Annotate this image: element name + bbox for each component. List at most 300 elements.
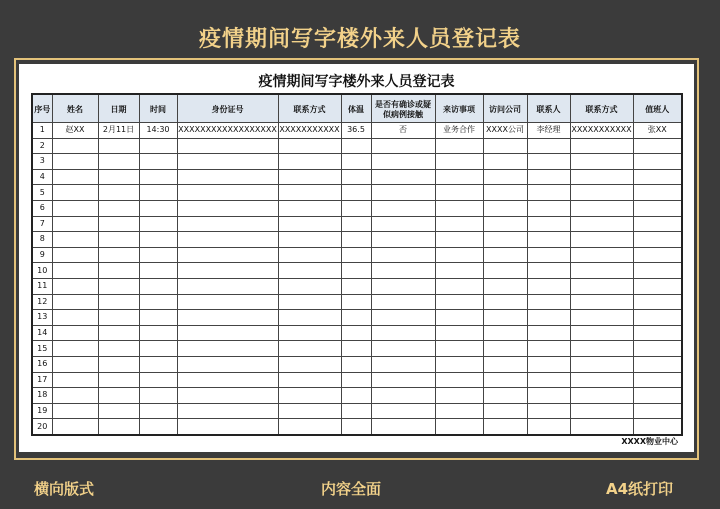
table-cell bbox=[139, 169, 177, 185]
table-cell bbox=[435, 310, 483, 326]
table-cell bbox=[633, 154, 682, 170]
table-cell bbox=[570, 154, 633, 170]
table-cell bbox=[570, 263, 633, 279]
table-cell bbox=[52, 278, 98, 294]
row-number-cell: 14 bbox=[32, 325, 52, 341]
table-cell bbox=[371, 372, 435, 388]
table-cell bbox=[98, 216, 139, 232]
table-cell bbox=[341, 138, 371, 154]
table-cell bbox=[435, 263, 483, 279]
table-cell bbox=[139, 200, 177, 216]
table-cell bbox=[483, 200, 527, 216]
table-cell bbox=[570, 356, 633, 372]
table-cell bbox=[278, 278, 341, 294]
table-cell bbox=[98, 138, 139, 154]
row-number-cell: 8 bbox=[32, 232, 52, 248]
table-cell bbox=[341, 325, 371, 341]
caption-left: 横向版式 bbox=[34, 480, 95, 498]
table-row bbox=[32, 123, 682, 139]
column-header: 序号 bbox=[32, 94, 52, 123]
row-number-cell: 3 bbox=[32, 154, 52, 170]
table-cell bbox=[139, 232, 177, 248]
table-cell bbox=[633, 372, 682, 388]
column-header: 身份证号 bbox=[177, 94, 278, 123]
table-cell bbox=[52, 356, 98, 372]
table-cell bbox=[633, 356, 682, 372]
table-cell: XXXXXXXXXXXXXXXXXX bbox=[177, 123, 278, 139]
table-cell bbox=[633, 200, 682, 216]
table-cell bbox=[633, 247, 682, 263]
table-cell bbox=[98, 154, 139, 170]
row-number-cell: 6 bbox=[32, 200, 52, 216]
table-cell bbox=[527, 341, 570, 357]
table-cell bbox=[177, 247, 278, 263]
table-cell bbox=[52, 138, 98, 154]
table-cell bbox=[633, 138, 682, 154]
table-cell bbox=[52, 263, 98, 279]
table-cell bbox=[527, 372, 570, 388]
row-number-cell: 19 bbox=[32, 403, 52, 419]
table-row bbox=[32, 403, 682, 419]
row-number-cell: 7 bbox=[32, 216, 52, 232]
table-cell bbox=[177, 200, 278, 216]
table-cell bbox=[371, 232, 435, 248]
table-cell: 2月11日 bbox=[98, 123, 139, 139]
table-cell bbox=[527, 403, 570, 419]
table-cell bbox=[435, 216, 483, 232]
column-header: 联系方式 bbox=[278, 94, 341, 123]
table-cell bbox=[435, 247, 483, 263]
table-cell bbox=[139, 341, 177, 357]
table-cell bbox=[341, 341, 371, 357]
table-cell: 张XX bbox=[633, 123, 682, 139]
table-cell bbox=[435, 232, 483, 248]
table-cell bbox=[483, 356, 527, 372]
table-cell bbox=[633, 216, 682, 232]
table-cell: XXXXXXXXXXX bbox=[570, 123, 633, 139]
table-cell bbox=[278, 294, 341, 310]
table-row bbox=[32, 154, 682, 170]
table-cell bbox=[435, 154, 483, 170]
table-row bbox=[32, 294, 682, 310]
table-cell bbox=[371, 247, 435, 263]
table-cell bbox=[570, 138, 633, 154]
table-cell bbox=[52, 403, 98, 419]
table-cell bbox=[527, 388, 570, 404]
table-cell bbox=[570, 247, 633, 263]
table-cell bbox=[633, 310, 682, 326]
row-number-cell: 2 bbox=[32, 138, 52, 154]
table-cell bbox=[633, 169, 682, 185]
column-header: 体温 bbox=[341, 94, 371, 123]
table-cell bbox=[98, 294, 139, 310]
table-cell bbox=[278, 247, 341, 263]
table-cell bbox=[371, 278, 435, 294]
table-cell bbox=[98, 341, 139, 357]
table-cell bbox=[633, 185, 682, 201]
table-cell bbox=[371, 310, 435, 326]
table-cell bbox=[483, 232, 527, 248]
table-cell bbox=[483, 247, 527, 263]
table-cell bbox=[483, 216, 527, 232]
table-cell bbox=[98, 200, 139, 216]
row-number-cell: 20 bbox=[32, 419, 52, 435]
table-cell bbox=[435, 388, 483, 404]
table-cell bbox=[527, 200, 570, 216]
table-cell bbox=[483, 372, 527, 388]
banner-title: 疫情期间写字楼外来人员登记表 bbox=[198, 27, 521, 52]
table-row bbox=[32, 356, 682, 372]
column-header: 是否有确诊或疑似病例接触 bbox=[371, 94, 435, 123]
table-cell bbox=[527, 154, 570, 170]
table-cell bbox=[278, 403, 341, 419]
table-cell bbox=[98, 403, 139, 419]
table-cell bbox=[98, 388, 139, 404]
table-cell bbox=[278, 310, 341, 326]
table-cell bbox=[98, 310, 139, 326]
table-cell bbox=[570, 310, 633, 326]
table-cell bbox=[371, 169, 435, 185]
table-cell bbox=[278, 232, 341, 248]
column-header: 日期 bbox=[98, 94, 139, 123]
table-cell bbox=[527, 216, 570, 232]
table-cell bbox=[435, 341, 483, 357]
table-row bbox=[32, 325, 682, 341]
table-cell: 赵XX bbox=[52, 123, 98, 139]
table-cell bbox=[98, 372, 139, 388]
table-cell bbox=[177, 419, 278, 435]
table-cell: 36.5 bbox=[341, 123, 371, 139]
table-cell bbox=[435, 325, 483, 341]
table-cell bbox=[278, 419, 341, 435]
row-number-cell: 4 bbox=[32, 169, 52, 185]
table-cell bbox=[527, 310, 570, 326]
table-cell bbox=[570, 388, 633, 404]
table-cell bbox=[278, 154, 341, 170]
table-cell bbox=[527, 232, 570, 248]
table-cell bbox=[52, 419, 98, 435]
table-cell bbox=[435, 419, 483, 435]
table-cell bbox=[139, 419, 177, 435]
table-cell bbox=[98, 263, 139, 279]
table-cell bbox=[177, 325, 278, 341]
table-cell bbox=[52, 200, 98, 216]
table-cell bbox=[98, 419, 139, 435]
registration-table bbox=[31, 93, 683, 436]
table-cell bbox=[371, 216, 435, 232]
column-header: 联系人 bbox=[527, 94, 570, 123]
table-cell bbox=[570, 294, 633, 310]
table-cell bbox=[570, 278, 633, 294]
row-number-cell: 16 bbox=[32, 356, 52, 372]
table-cell bbox=[177, 138, 278, 154]
table-cell bbox=[527, 263, 570, 279]
table-cell bbox=[177, 388, 278, 404]
caption-right: A4纸打印 bbox=[606, 480, 674, 498]
table-cell bbox=[633, 278, 682, 294]
table-cell bbox=[278, 372, 341, 388]
table-cell bbox=[483, 278, 527, 294]
table-row bbox=[32, 341, 682, 357]
table-cell bbox=[435, 138, 483, 154]
table-cell bbox=[527, 169, 570, 185]
table-cell bbox=[177, 185, 278, 201]
table-cell: 李经理 bbox=[527, 123, 570, 139]
table-cell bbox=[278, 325, 341, 341]
table-cell bbox=[371, 154, 435, 170]
table-cell bbox=[371, 185, 435, 201]
table-cell bbox=[139, 138, 177, 154]
table-cell bbox=[527, 247, 570, 263]
table-cell bbox=[435, 200, 483, 216]
table-cell bbox=[371, 200, 435, 216]
table-cell bbox=[139, 325, 177, 341]
table-cell bbox=[341, 185, 371, 201]
table-cell bbox=[52, 325, 98, 341]
table-cell bbox=[278, 138, 341, 154]
row-number-cell: 12 bbox=[32, 294, 52, 310]
table-cell bbox=[527, 138, 570, 154]
column-header: 时间 bbox=[139, 94, 177, 123]
table-cell bbox=[435, 185, 483, 201]
table-cell bbox=[177, 403, 278, 419]
table-cell bbox=[633, 294, 682, 310]
table-cell bbox=[341, 247, 371, 263]
table-cell bbox=[52, 310, 98, 326]
table-cell bbox=[177, 169, 278, 185]
paper-sheet bbox=[19, 64, 694, 452]
table-cell bbox=[341, 356, 371, 372]
table-cell bbox=[341, 294, 371, 310]
table-cell bbox=[371, 341, 435, 357]
table-cell bbox=[139, 294, 177, 310]
table-cell bbox=[341, 154, 371, 170]
table-cell: 业务合作 bbox=[435, 123, 483, 139]
table-cell bbox=[52, 388, 98, 404]
table-cell bbox=[177, 341, 278, 357]
table-cell bbox=[633, 419, 682, 435]
table-row bbox=[32, 232, 682, 248]
table-row bbox=[32, 372, 682, 388]
column-header: 姓名 bbox=[52, 94, 98, 123]
table-cell bbox=[633, 263, 682, 279]
table-cell bbox=[139, 356, 177, 372]
table-cell bbox=[570, 200, 633, 216]
table-cell bbox=[177, 356, 278, 372]
table-row bbox=[32, 200, 682, 216]
row-number-cell: 18 bbox=[32, 388, 52, 404]
table-cell bbox=[570, 419, 633, 435]
table-cell bbox=[570, 216, 633, 232]
table-cell bbox=[52, 341, 98, 357]
table-row bbox=[32, 169, 682, 185]
table-cell bbox=[570, 232, 633, 248]
table-cell: 否 bbox=[371, 123, 435, 139]
table-row bbox=[32, 278, 682, 294]
table-cell bbox=[435, 169, 483, 185]
table-cell bbox=[527, 356, 570, 372]
table-cell bbox=[52, 169, 98, 185]
table-row bbox=[32, 185, 682, 201]
table-cell bbox=[570, 403, 633, 419]
table-cell bbox=[139, 216, 177, 232]
table-cell bbox=[278, 356, 341, 372]
table-cell bbox=[527, 185, 570, 201]
table-cell bbox=[570, 341, 633, 357]
table-cell bbox=[98, 278, 139, 294]
table-cell bbox=[139, 185, 177, 201]
table-row bbox=[32, 247, 682, 263]
table-cell bbox=[278, 185, 341, 201]
row-number-cell: 1 bbox=[32, 123, 52, 139]
table-cell: XXXXXXXXXXX bbox=[278, 123, 341, 139]
table-cell bbox=[371, 388, 435, 404]
table-cell bbox=[527, 325, 570, 341]
footer-note: XXXX物业中心 bbox=[621, 437, 678, 446]
column-header: 来访事项 bbox=[435, 94, 483, 123]
table-cell bbox=[139, 278, 177, 294]
table-cell bbox=[139, 403, 177, 419]
table-cell bbox=[52, 247, 98, 263]
table-cell bbox=[278, 169, 341, 185]
table-cell bbox=[435, 356, 483, 372]
table-cell bbox=[278, 388, 341, 404]
table-cell bbox=[483, 388, 527, 404]
table-cell bbox=[435, 403, 483, 419]
table-cell bbox=[371, 294, 435, 310]
table-cell bbox=[52, 154, 98, 170]
table-cell bbox=[435, 278, 483, 294]
row-number-cell: 13 bbox=[32, 310, 52, 326]
table-cell bbox=[139, 372, 177, 388]
table-cell bbox=[341, 388, 371, 404]
table-cell bbox=[52, 185, 98, 201]
table-cell bbox=[570, 325, 633, 341]
row-number-cell: 10 bbox=[32, 263, 52, 279]
row-number-cell: 9 bbox=[32, 247, 52, 263]
table-cell bbox=[483, 169, 527, 185]
table-row bbox=[32, 216, 682, 232]
table-cell bbox=[483, 403, 527, 419]
table-cell bbox=[177, 372, 278, 388]
table-cell bbox=[177, 310, 278, 326]
table-cell bbox=[483, 294, 527, 310]
table-cell bbox=[483, 419, 527, 435]
table-cell bbox=[278, 263, 341, 279]
table-body bbox=[32, 123, 682, 435]
column-header: 联系方式 bbox=[570, 94, 633, 123]
table-cell bbox=[341, 419, 371, 435]
table-cell bbox=[139, 388, 177, 404]
table-cell: XXXX公司 bbox=[483, 123, 527, 139]
table-cell bbox=[52, 372, 98, 388]
table-row bbox=[32, 419, 682, 435]
table-cell bbox=[177, 294, 278, 310]
table-cell bbox=[341, 372, 371, 388]
row-number-cell: 5 bbox=[32, 185, 52, 201]
table-cell bbox=[483, 341, 527, 357]
table-cell bbox=[98, 247, 139, 263]
table-cell bbox=[371, 403, 435, 419]
table-cell bbox=[341, 200, 371, 216]
table-cell bbox=[570, 372, 633, 388]
table-cell bbox=[633, 388, 682, 404]
table-cell bbox=[177, 263, 278, 279]
row-number-cell: 15 bbox=[32, 341, 52, 357]
table-cell bbox=[52, 232, 98, 248]
table-cell bbox=[570, 185, 633, 201]
caption-center: 内容全面 bbox=[321, 480, 382, 498]
table-cell bbox=[278, 200, 341, 216]
table-row bbox=[32, 263, 682, 279]
table-cell bbox=[52, 294, 98, 310]
table-cell bbox=[483, 325, 527, 341]
table-cell bbox=[633, 325, 682, 341]
table-row bbox=[32, 388, 682, 404]
table-cell bbox=[177, 278, 278, 294]
table-cell: 14:30 bbox=[139, 123, 177, 139]
table-cell bbox=[139, 154, 177, 170]
table-cell bbox=[483, 185, 527, 201]
table-cell bbox=[52, 216, 98, 232]
table-cell bbox=[483, 310, 527, 326]
table-cell bbox=[177, 232, 278, 248]
table-cell bbox=[341, 278, 371, 294]
table-cell bbox=[278, 341, 341, 357]
table-cell bbox=[371, 138, 435, 154]
table-cell bbox=[177, 216, 278, 232]
table-cell bbox=[341, 169, 371, 185]
table-cell bbox=[371, 356, 435, 372]
table-cell bbox=[527, 278, 570, 294]
table-cell bbox=[98, 232, 139, 248]
table-cell bbox=[341, 403, 371, 419]
column-header: 访问公司 bbox=[483, 94, 527, 123]
table-cell bbox=[98, 325, 139, 341]
table-cell bbox=[483, 154, 527, 170]
row-number-cell: 17 bbox=[32, 372, 52, 388]
table-cell bbox=[435, 294, 483, 310]
table-cell bbox=[98, 356, 139, 372]
table-cell bbox=[570, 169, 633, 185]
table-cell bbox=[633, 232, 682, 248]
table-cell bbox=[371, 263, 435, 279]
table-cell bbox=[139, 310, 177, 326]
table-cell bbox=[633, 403, 682, 419]
table-cell bbox=[633, 341, 682, 357]
table-cell bbox=[278, 216, 341, 232]
table-cell bbox=[177, 154, 278, 170]
table-cell bbox=[527, 294, 570, 310]
column-header: 值班人 bbox=[633, 94, 682, 123]
table-cell bbox=[341, 310, 371, 326]
table-header-row bbox=[32, 94, 682, 123]
table-cell bbox=[139, 247, 177, 263]
table-row bbox=[32, 310, 682, 326]
table-cell bbox=[341, 263, 371, 279]
row-number-cell: 11 bbox=[32, 278, 52, 294]
table-cell bbox=[341, 216, 371, 232]
table-cell bbox=[371, 325, 435, 341]
table-cell bbox=[98, 185, 139, 201]
table-cell bbox=[341, 232, 371, 248]
table-cell bbox=[527, 419, 570, 435]
table-cell bbox=[139, 263, 177, 279]
table-cell bbox=[483, 263, 527, 279]
table-row bbox=[32, 138, 682, 154]
table-cell bbox=[483, 138, 527, 154]
table-cell bbox=[371, 419, 435, 435]
